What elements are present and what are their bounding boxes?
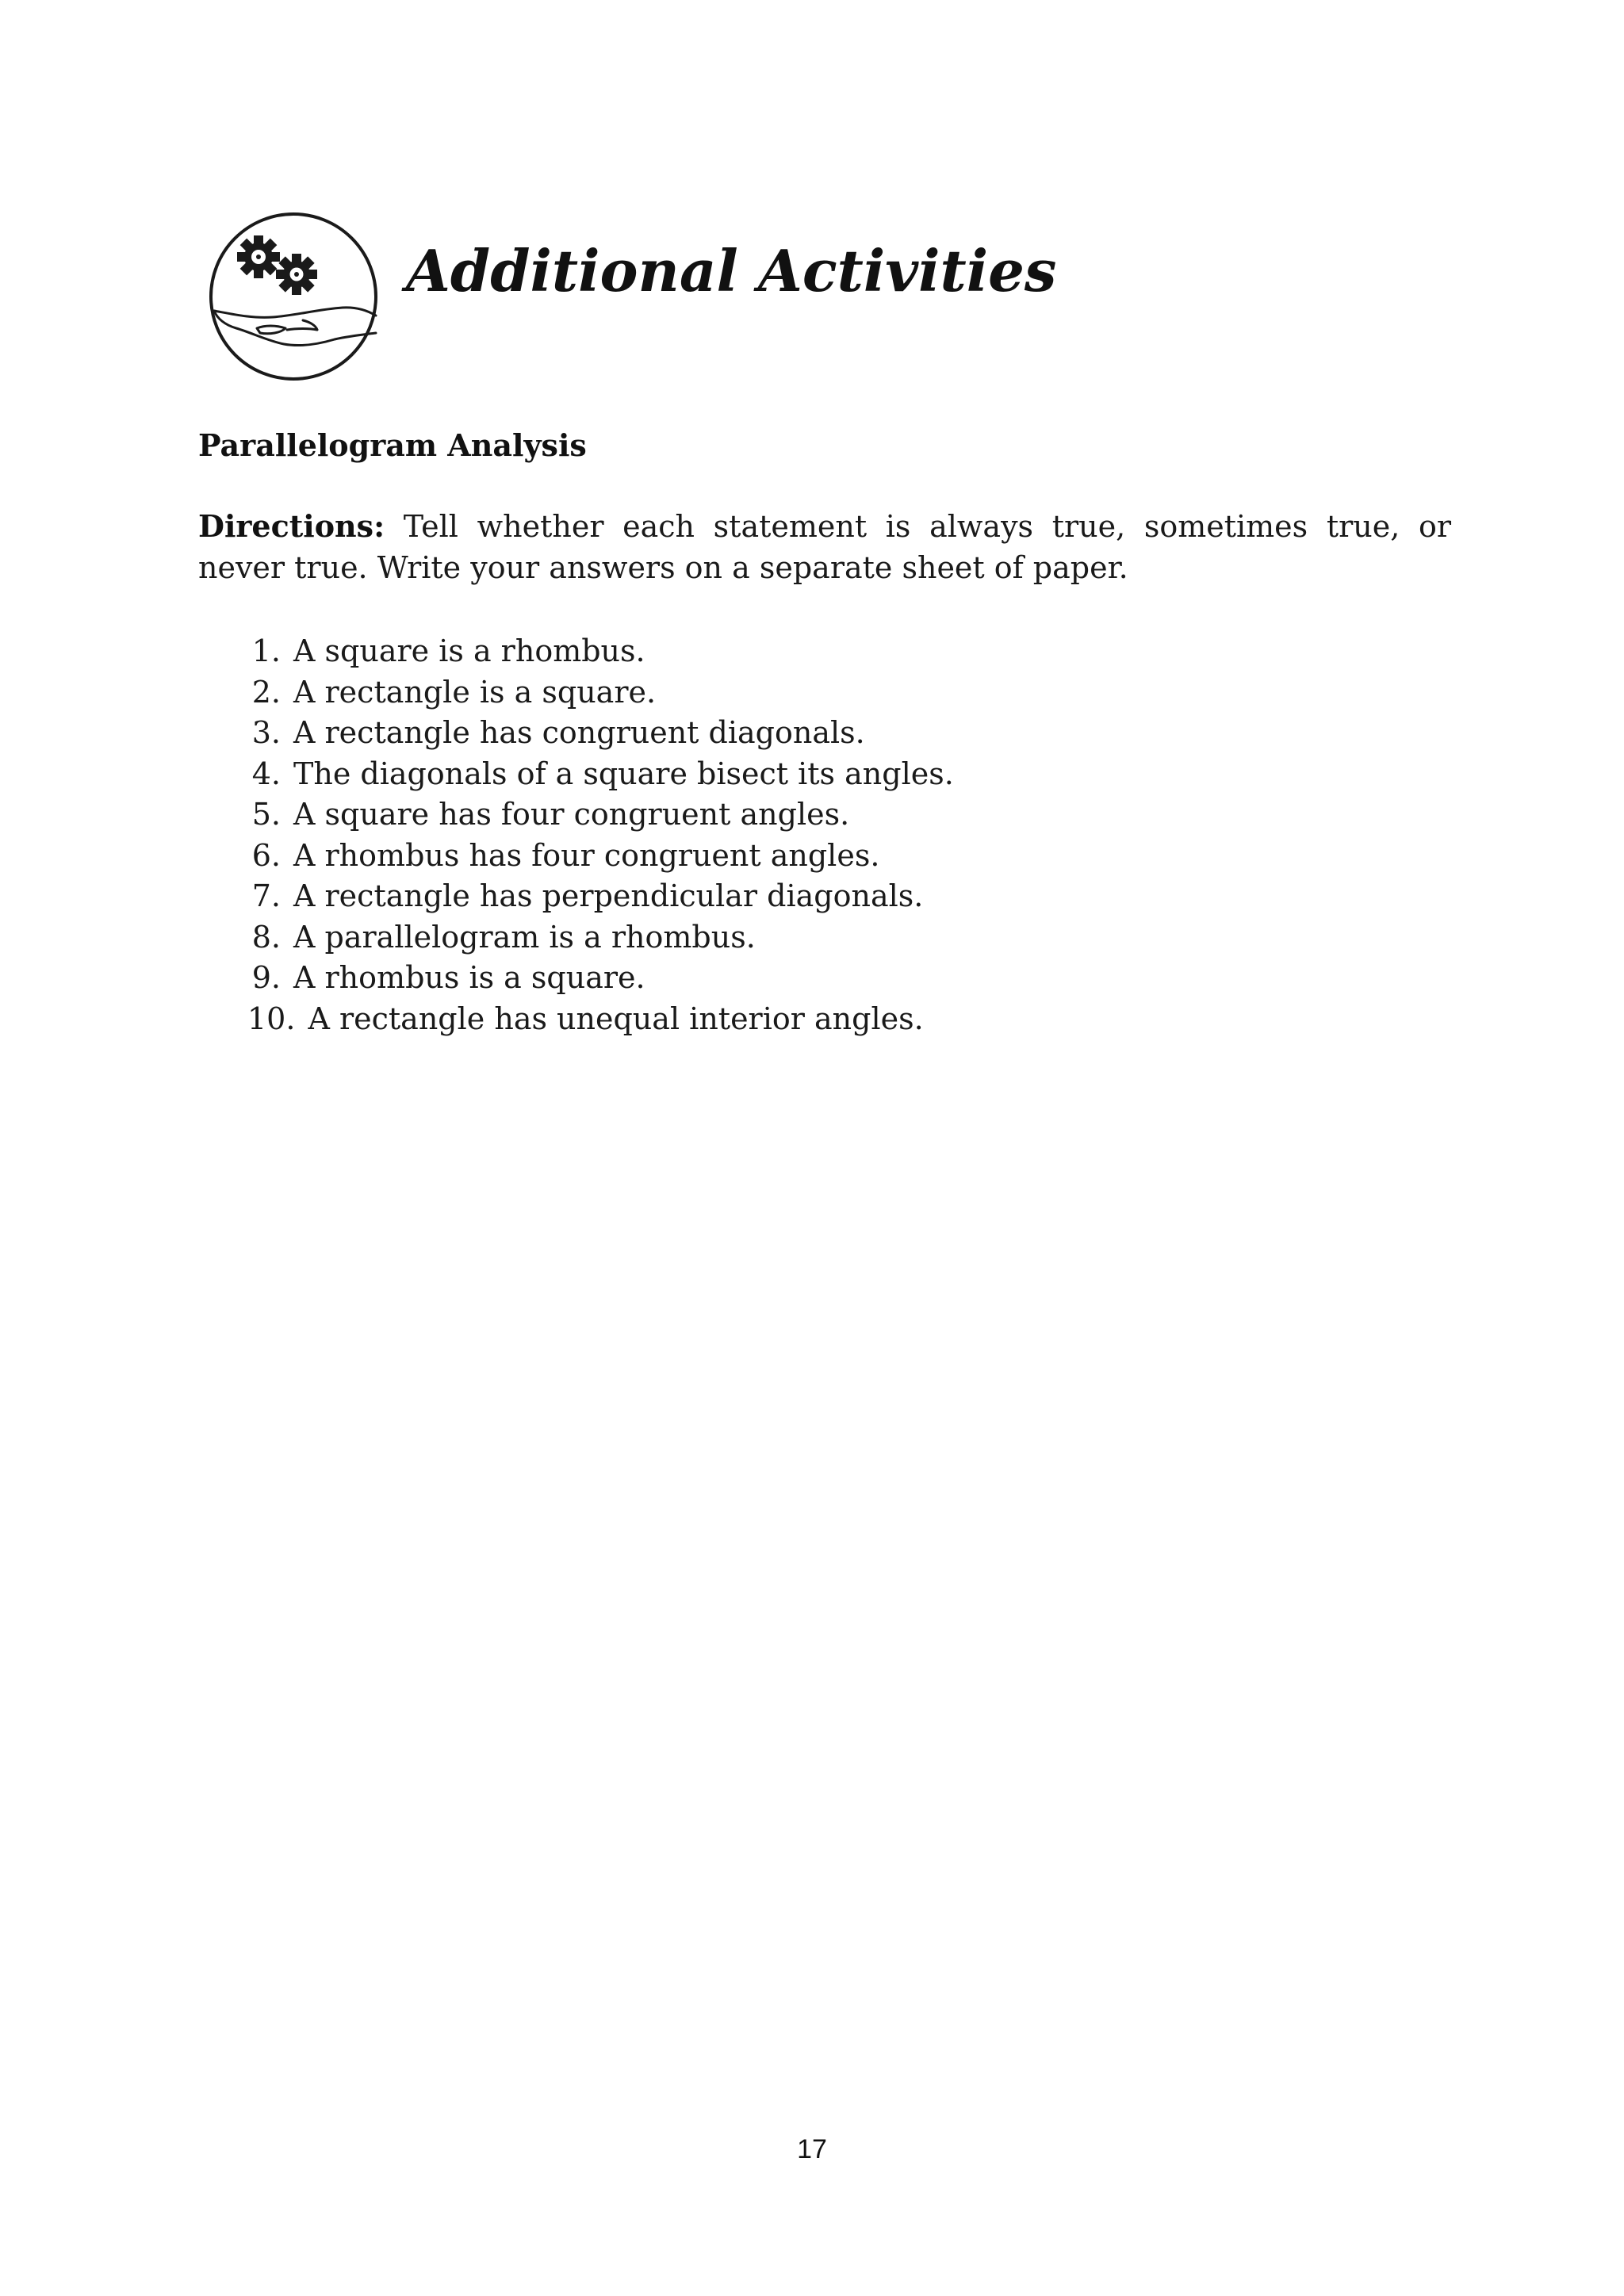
page-number: 17: [797, 2134, 827, 2164]
item-text: A rectangle has unequal interior angles.: [308, 1001, 924, 1036]
list-item: [247, 917, 954, 959]
item-number: 7.: [251, 878, 281, 913]
item-text: A rhombus has four congruent angles.: [293, 837, 880, 873]
directions: [198, 506, 1451, 588]
list-item: [247, 836, 954, 877]
list-item: [247, 876, 954, 917]
gears-on-hand-icon: [208, 209, 379, 384]
item-text: The diagonals of a square bisect its angles.: [293, 756, 954, 791]
item-number: 8.: [251, 919, 281, 955]
list-item: [247, 958, 954, 999]
item-text: A rectangle has perpendicular diagonals.: [293, 878, 924, 913]
item-text: A rectangle is a square.: [293, 674, 657, 710]
list-item: [247, 999, 954, 1040]
item-text: A square is a rhombus.: [293, 633, 645, 668]
section-title: Additional Activities: [406, 237, 1057, 304]
list-item: [247, 713, 954, 754]
list-item: [247, 794, 954, 836]
item-number: 3.: [251, 715, 281, 750]
item-text: A rhombus is a square.: [293, 960, 645, 995]
item-number: 5.: [251, 797, 281, 832]
list-item: [247, 754, 954, 795]
directions-text: Tell whether each statement is always true, sometimes true, or never true. Write your answers on a separate sheet of paper.: [198, 509, 1451, 585]
list-item: [247, 631, 954, 672]
item-number: 9.: [251, 960, 281, 995]
statement-list: [247, 631, 954, 1039]
item-number: 2.: [251, 674, 281, 710]
item-number: 10.: [247, 1001, 296, 1036]
list-item: [247, 672, 954, 714]
directions-label: Directions:: [198, 508, 385, 544]
activity-title: Parallelogram Analysis: [198, 427, 587, 463]
item-number: 1.: [251, 633, 281, 668]
item-text: A square has four congruent angles.: [293, 797, 850, 832]
item-text: A parallelogram is a rhombus.: [293, 919, 756, 955]
item-text: A rectangle has congruent diagonals.: [293, 715, 865, 750]
item-number: 4.: [251, 756, 281, 791]
item-number: 6.: [251, 837, 281, 873]
